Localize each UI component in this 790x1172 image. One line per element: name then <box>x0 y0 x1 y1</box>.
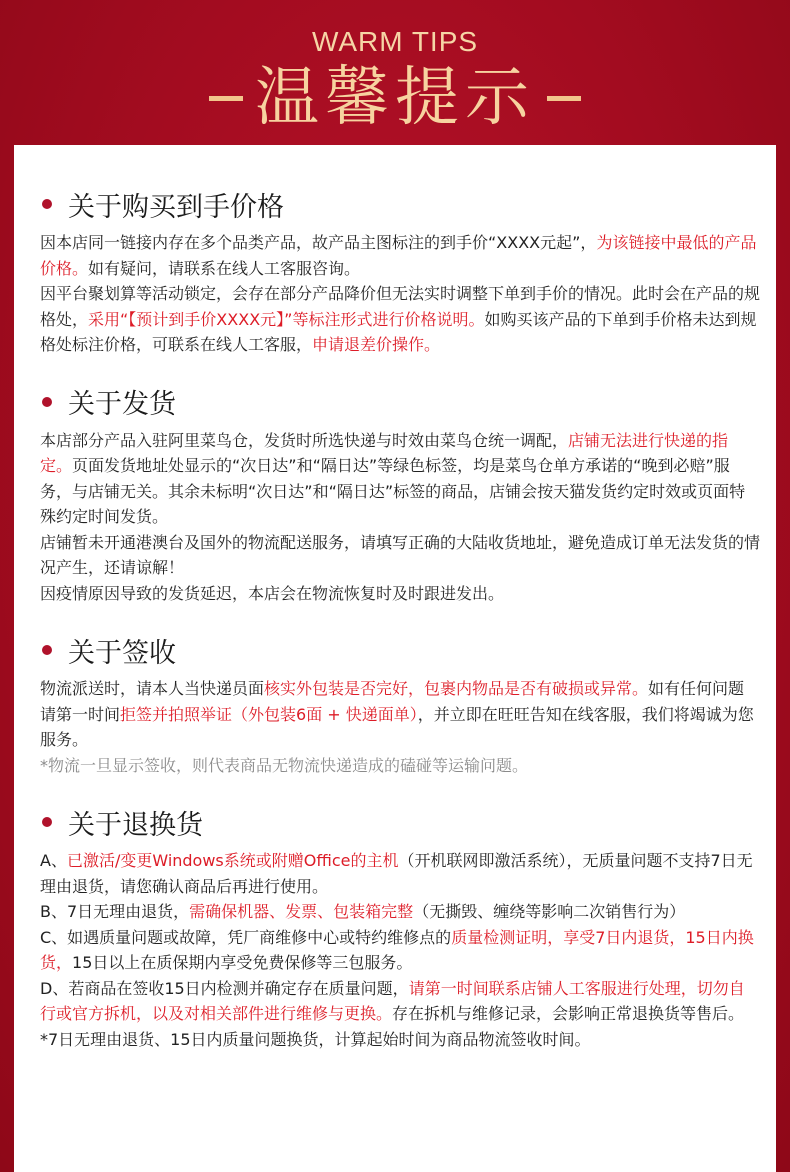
bullet-dot-icon <box>42 199 52 209</box>
section-paragraph <box>40 1027 760 1053</box>
bullet-dot-icon <box>42 397 52 407</box>
title-row <box>0 58 790 138</box>
body-text: *物流一旦显示签收，则代表商品无物流快递造成的磕碰等运输问题。 <box>40 755 529 775</box>
section <box>40 800 760 1052</box>
section-paragraph <box>40 530 760 581</box>
content-body <box>40 182 760 1074</box>
highlighted-text: 需确保机器、发票、包装箱完整 <box>189 902 414 921</box>
bullet-dot-icon <box>42 817 52 827</box>
section-paragraph <box>40 976 760 1027</box>
section-title: 关于购买到手价格 <box>68 191 284 223</box>
highlighted-text: 采用“【预计到手价XXXX元】”等标注形式进行价格说明。 <box>88 309 485 329</box>
section-paragraph <box>40 899 760 925</box>
highlighted-text: 为该链接中最低的产品价格。 <box>40 233 757 278</box>
section-paragraph <box>40 230 760 281</box>
body-text: 如有疑问，请联系在线人工客服咨询。 <box>88 258 361 278</box>
section-paragraph <box>40 281 760 358</box>
section <box>40 628 760 778</box>
section-paragraph <box>40 753 760 779</box>
highlighted-text: 请第一时间联系店铺人工客服进行处理，切勿自行或官方拆机，以及对相关部件进行维修与更换。 <box>40 978 745 1023</box>
body-text: ，并立即在旺旺告知在线客服，我们将竭诚为您服务。 <box>40 704 754 749</box>
section-paragraph <box>40 925 760 976</box>
section-title: 关于退换货 <box>68 809 203 841</box>
eyebrow-text: WARM TIPS <box>311 26 479 57</box>
section-header <box>40 800 760 844</box>
section-header <box>40 628 760 672</box>
highlighted-text: 店铺无法进行快递的指定。 <box>40 430 729 475</box>
body-text: 店铺暂未开通港澳台及国外的物流配送服务，请填写正确的大陆收货地址，避免造成订单无法发货的情况产生，还请谅解！ <box>40 532 761 577</box>
section-paragraph <box>40 676 760 753</box>
highlighted-text: 拒签并拍照举证（外包装6面 + 快递面单） <box>120 704 418 724</box>
body-text: A、 <box>40 851 67 870</box>
bullet-dot-icon <box>42 645 52 655</box>
header-banner <box>0 0 790 150</box>
body-text: 因本店同一链接内存在多个品类产品，故产品主图标注的到手价“XXXX元起”， <box>40 233 597 252</box>
body-text: 本店部分产品入驻阿里菜鸟仓，发货时所选快递与时效由菜鸟仓统一调配， <box>40 430 569 450</box>
section-header <box>40 182 760 226</box>
body-text: （开机联网即激活系统），无质量问题不支持7日无理由退货，请您确认商品后再进行使用。 <box>40 851 753 896</box>
section <box>40 380 760 607</box>
highlighted-text: 申请退差价操作。 <box>312 335 441 354</box>
body-text: B、7日无理由退货， <box>40 902 190 921</box>
section-paragraph <box>40 428 760 530</box>
title-dash-right <box>547 96 581 101</box>
body-text: 页面发货地址处显示的“次日达”和“隔日达”等绿色标签，均是菜鸟仓单方承诺的“晚到必赔”服务，与店铺无关。其余未标明“次日达”和“隔日达”标签的商品，店铺会按天猫发货约定时效或页面特殊约定时间发货。 <box>40 456 746 526</box>
page-title: 温馨提示 <box>255 61 535 135</box>
section-title: 关于发货 <box>68 389 176 420</box>
body-text: 因疫情原因导致的发货延迟，本店会在物流恢复时及时跟进发出。 <box>40 583 505 603</box>
body-text: 因平台聚划算等活动锁定，会存在部分产品降价但无法实时调整下单到手价的情况。此时会在产品的规格处， <box>40 284 761 329</box>
section-title: 关于签收 <box>68 637 176 669</box>
section-header <box>40 380 760 424</box>
highlighted-text: 已激活/变更Windows系统或附赠Office的主机 <box>66 851 399 870</box>
body-text: 物流派送时，请本人当快递员面 <box>40 679 265 698</box>
body-text: D、若商品在签收15日内检测并确定存在质量问题， <box>40 978 409 998</box>
body-text: （无撕毁、缠绕等影响二次销售行为） <box>413 902 686 921</box>
content-card <box>14 145 776 1172</box>
body-text: 如购买该产品的下单到手价格未达到规格处标注价格，可联系在线人工客服， <box>40 309 757 354</box>
body-text: 如有任何问题请第一时间 <box>40 679 745 724</box>
highlighted-text: 核实外包装是否完好，包裹内物品是否有破损或异常。 <box>264 679 649 698</box>
highlighted-text: 质量检测证明，享受7日内退货，15日内换货， <box>40 927 754 972</box>
body-text: 存在拆机与维修记录，会影响正常退换货等售后。 <box>392 1004 745 1023</box>
body-text: 15日以上在质保期内享受免费保修等三包服务。 <box>72 953 413 972</box>
title-dash-left <box>209 96 243 101</box>
body-text: *7日无理由退货、15日内质量问题换货，计算起始时间为商品物流签收时间。 <box>40 1029 591 1049</box>
section <box>40 182 760 358</box>
section-paragraph <box>40 581 760 607</box>
section-paragraph <box>40 848 760 899</box>
body-text: C、如遇质量问题或故障，凭厂商维修中心或特约维修点的 <box>40 927 452 947</box>
